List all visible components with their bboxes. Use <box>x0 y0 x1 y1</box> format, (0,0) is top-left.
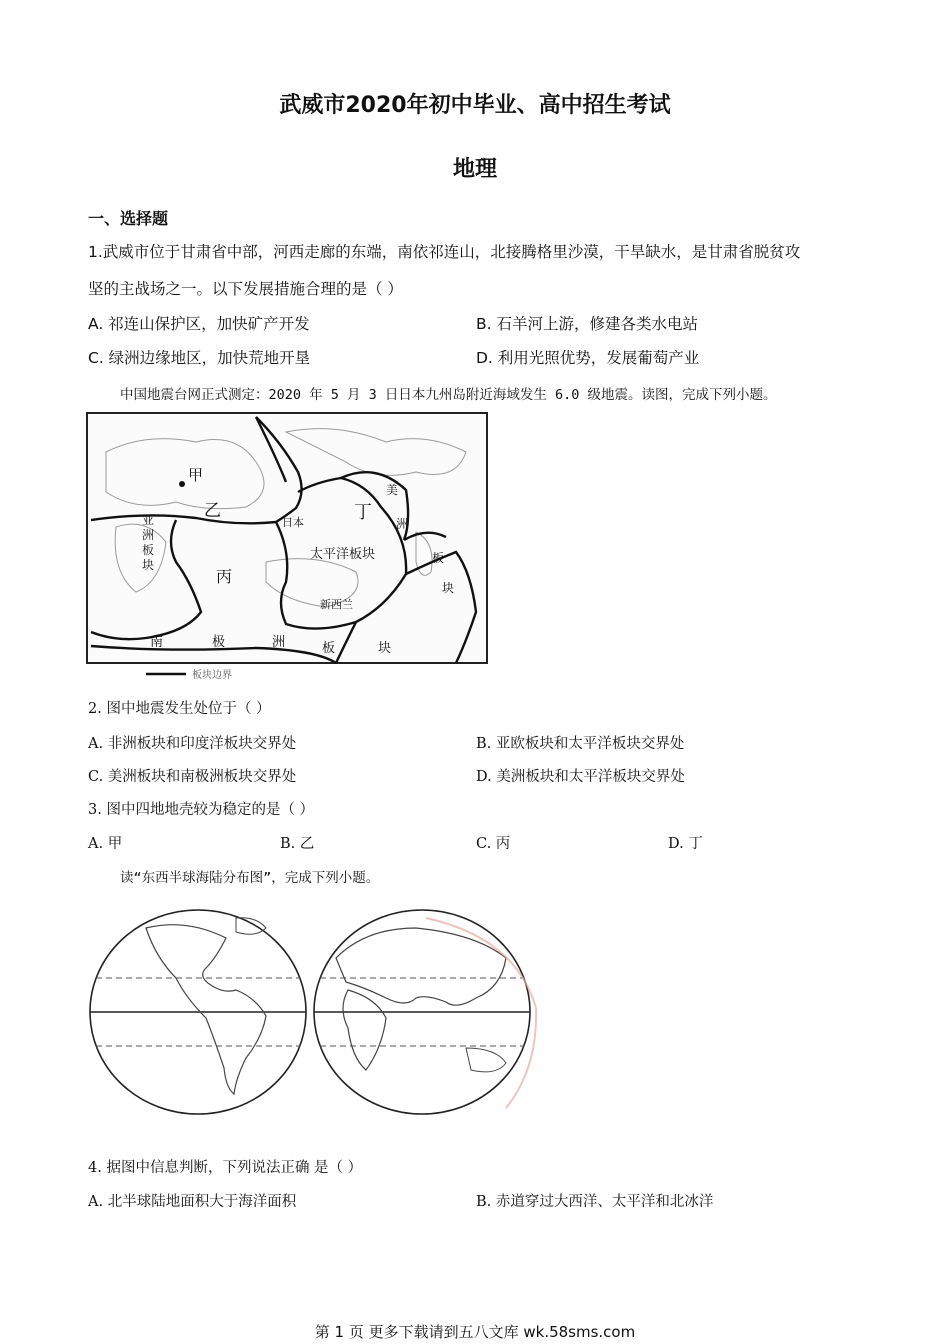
q1-option-c: C. 绿洲边缘地区，加快荒地开垦 <box>88 349 311 367</box>
label-antarctic-1: 南 <box>150 635 164 650</box>
page-footer: 第 1 页 更多下载请到五八文库 wk.58sms.com <box>314 1323 636 1341</box>
label-antarctic-5: 块 <box>378 641 392 656</box>
label-japan: 日本 <box>282 516 304 529</box>
label-america-2: 洲 <box>396 517 409 531</box>
q4-option-b: B. 赤道穿过大西洋、太平洋和北冰洋 <box>476 1194 714 1210</box>
label-pacific-plate: 太平洋板块 <box>310 547 376 562</box>
q1-stem-line1: 1.武威市位于甘肃省中部，河西走廊的东端，南依祁连山，北接腾格里沙漠，干旱缺水，是甘肃省脱贫攻 <box>88 243 801 261</box>
q4-option-a: A. 北半球陆地面积大于海洋面积 <box>88 1194 297 1210</box>
q2-option-c: C. 美洲板块和南极洲板块交界处 <box>88 769 297 785</box>
q1-option-b: B. 石羊河上游，修建各类水电站 <box>476 315 698 333</box>
section-heading: 一、选择题 <box>88 209 169 228</box>
western-hemisphere <box>90 910 306 1114</box>
label-america-1: 美 <box>386 483 399 497</box>
legend-label: 板块边界 <box>192 670 232 681</box>
q2-stem: 2. 图中地震发生处位于（ ） <box>88 701 271 717</box>
hemisphere-map <box>86 898 546 1118</box>
label-ding: 丁 <box>354 502 372 523</box>
exam-title: 武威市2020年初中毕业、高中招生考试 <box>279 93 671 118</box>
label-asia-3: 板 <box>142 543 155 557</box>
label-bing: 丙 <box>216 567 233 586</box>
point-jia-marker <box>179 481 185 487</box>
q4-stem: 4. 据图中信息判断，下列说法正确 是（ ） <box>88 1160 363 1176</box>
label-asia-1: 亚 <box>142 513 155 527</box>
q1-stem-line2: 坚的主战场之一。以下发展措施合理的是（ ） <box>88 280 403 298</box>
q1-option-d: D. 利用光照优势，发展葡萄产业 <box>476 349 700 367</box>
q3-option-d: D. 丁 <box>668 836 703 852</box>
q2-option-a: A. 非洲板块和印度洋板块交界处 <box>88 736 297 752</box>
q3-stem: 3. 图中四地地壳较为稳定的是（ ） <box>88 802 315 818</box>
hemisphere-intro: 读“东西半球海陆分布图”，完成下列小题。 <box>120 870 380 886</box>
label-america-4: 块 <box>442 581 455 595</box>
q2-option-b: B. 亚欧板块和太平洋板块交界处 <box>476 736 685 752</box>
label-asia-2: 洲 <box>142 528 155 542</box>
label-america-3: 板 <box>432 551 445 565</box>
earthquake-intro: 中国地震台网正式测定：2020 年 5 月 3 日日本九州岛附近海域发生 6.0 级地震。读图，完成下列小题。 <box>120 387 777 403</box>
q3-option-b: B. 乙 <box>280 836 315 852</box>
label-asia-4: 块 <box>142 558 155 572</box>
label-antarctic-3: 洲 <box>272 635 286 650</box>
plate-map <box>86 412 490 684</box>
label-antarctic-2: 极 <box>212 635 226 650</box>
q3-option-a: A. 甲 <box>88 836 123 852</box>
eastern-hemisphere <box>314 910 530 1114</box>
label-antarctic-4: 板 <box>322 641 336 656</box>
label-new-zealand: 新西兰 <box>320 598 353 611</box>
q3-option-c: C. 丙 <box>476 836 511 852</box>
q2-option-d: D. 美洲板块和太平洋板块交界处 <box>476 769 685 785</box>
subject-title: 地理 <box>452 157 497 182</box>
q1-option-a: A. 祁连山保护区，加快矿产开发 <box>88 315 310 333</box>
label-jia: 甲 <box>188 466 204 484</box>
label-yi: 乙 <box>204 501 221 521</box>
